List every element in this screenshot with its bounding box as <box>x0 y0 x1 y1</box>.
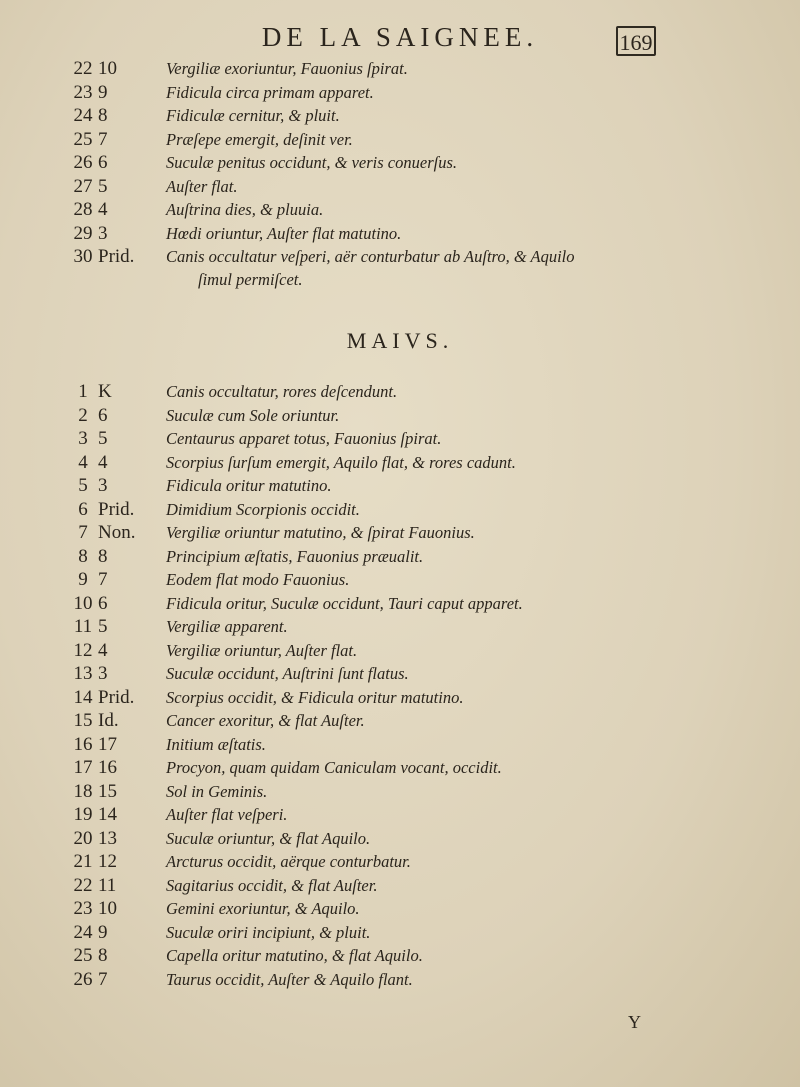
entry-text <box>166 850 740 873</box>
calendar-row <box>0 404 800 428</box>
roman-count: 14 <box>98 804 117 825</box>
entry-text <box>166 474 740 497</box>
entry-text-line: Fidicula oritur, Suculæ occidunt, Tauri caput apparet. <box>166 593 523 613</box>
roman-count: 8 <box>98 545 108 567</box>
calendar-row <box>0 521 800 545</box>
day-number: 24 <box>73 105 93 126</box>
day-number: 7 <box>78 522 88 543</box>
roman-count: Prid. <box>98 498 135 520</box>
entry-text-line: Vergiliæ oriuntur, Auſter flat. <box>166 640 358 660</box>
day-number: 26 <box>73 152 93 173</box>
calendar-row <box>0 686 800 710</box>
roman-count: 6 <box>98 152 108 173</box>
calendar-row <box>0 427 800 451</box>
entry-text <box>166 568 740 591</box>
entry-text-line: Canis occultatur veſperi, aër conturbatur ab Auſtro, & Aquilo <box>166 247 575 266</box>
entry-text-line: Procyon, quam quidam Caniculam vocant, occidit. <box>166 758 502 777</box>
entry-text <box>166 198 740 221</box>
roman-count: 5 <box>98 616 108 637</box>
calendar-row <box>0 128 800 152</box>
day-number: 25 <box>73 945 93 966</box>
entry-text-line: Vergiliæ oriuntur matutino, & ſpirat Fauonius. <box>166 523 475 542</box>
day-number: 22 <box>73 58 93 79</box>
day-number: 16 <box>73 733 93 755</box>
roman-count: 7 <box>98 569 108 590</box>
entry-text-line: Canis occultatur, rores deſcendunt. <box>166 382 398 401</box>
roman-count: 10 <box>98 58 117 79</box>
roman-count: Non. <box>98 522 136 543</box>
entry-text <box>166 780 740 803</box>
day-number: 23 <box>73 81 93 103</box>
entry-text-line: Principium æſtatis, Fauonius præualit. <box>166 546 424 566</box>
day-number: 5 <box>78 475 88 496</box>
entry-text <box>166 404 740 427</box>
day-number: 4 <box>78 451 88 473</box>
entry-text <box>166 968 740 991</box>
entry-text <box>166 521 740 544</box>
entry-text <box>166 827 740 850</box>
calendar-row <box>0 151 800 175</box>
day-number: 15 <box>73 710 93 731</box>
roman-count: 5 <box>98 428 108 449</box>
day-number: 22 <box>73 874 93 896</box>
day-number: 25 <box>73 128 93 150</box>
entry-text-line: Auſtrina dies, & pluuia. <box>166 200 324 219</box>
calendar-row <box>0 662 800 686</box>
entry-text-line: Gemini exoriuntur, & Aquilo. <box>166 899 360 918</box>
entry-text-line: Auſter flat. <box>166 176 238 196</box>
roman-count: 4 <box>98 639 108 661</box>
day-number: 2 <box>78 404 88 426</box>
calendar-row <box>0 968 800 992</box>
entry-text-line: Suculæ cum Sole oriuntur. <box>166 405 340 425</box>
calendar-row <box>0 780 800 804</box>
calendar-row <box>0 733 800 757</box>
entry-text <box>166 733 740 756</box>
entry-text-line: Dimidium Scorpionis occidit. <box>166 499 360 519</box>
roman-count: 6 <box>98 404 108 426</box>
entry-text <box>166 427 740 450</box>
calendar-row <box>0 380 800 404</box>
entry-text <box>166 921 740 944</box>
entry-text <box>166 57 740 80</box>
calendar-row <box>0 615 800 639</box>
roman-count: 10 <box>98 898 117 919</box>
calendar-row <box>0 104 800 128</box>
entry-text <box>166 944 740 967</box>
day-number: 14 <box>73 686 93 708</box>
entry-text <box>166 545 740 568</box>
calendar-row <box>0 451 800 475</box>
day-number: 10 <box>73 592 93 614</box>
roman-count: Prid. <box>98 246 135 267</box>
entry-text-line: Hœdi oriuntur, Auſter flat matutino. <box>166 223 402 243</box>
entry-text-line: Suculæ oriuntur, & flat Aquilo. <box>166 828 371 848</box>
calendar-row <box>0 545 800 569</box>
roman-count: K <box>98 381 112 402</box>
entry-text <box>166 756 740 779</box>
day-number: 28 <box>73 199 93 220</box>
day-number: 18 <box>73 780 93 802</box>
day-number: 24 <box>73 921 93 943</box>
roman-count: 4 <box>98 199 108 220</box>
entry-text <box>166 803 740 826</box>
entry-text-line: Scorpius ſurſum emergit, Aquilo flat, & rores cadunt. <box>166 452 516 472</box>
day-number: 29 <box>73 222 93 244</box>
entry-text <box>166 128 740 151</box>
entry-text-line: Eodem flat modo Fauonius. <box>166 570 350 589</box>
entry-text <box>166 151 740 174</box>
entry-text <box>166 104 740 127</box>
entry-text-line: Suculæ oriri incipiunt, & pluit. <box>166 922 371 942</box>
calendar-row <box>0 222 800 246</box>
roman-count: 4 <box>98 451 108 473</box>
day-number: 12 <box>73 639 93 661</box>
day-number: 9 <box>78 569 88 590</box>
calendar-row <box>0 944 800 968</box>
calendar-row <box>0 756 800 780</box>
entry-text-line: Præſepe emergit, deſinit ver. <box>166 129 353 149</box>
entry-text-line: Fidicula circa primam apparet. <box>166 82 374 102</box>
entry-text <box>166 662 740 685</box>
entry-text-line: Taurus occidit, Auſter & Aquilo flant. <box>166 969 413 989</box>
roman-count: Id. <box>98 710 119 731</box>
calendar-row <box>0 568 800 592</box>
section-title: MAIVS. <box>346 328 454 353</box>
entry-text <box>166 709 740 732</box>
entry-text <box>166 245 740 291</box>
entry-text-line: Initium æſtatis. <box>166 734 266 754</box>
calendar-row <box>0 498 800 522</box>
roman-count: 7 <box>98 128 108 150</box>
day-number: 27 <box>73 175 93 197</box>
calendar-row <box>0 850 800 874</box>
day-number: 26 <box>73 968 93 990</box>
running-head: DE LA SAIGNEE. <box>261 22 539 52</box>
day-number: 11 <box>73 616 93 637</box>
calendar-row <box>0 57 800 81</box>
roman-count: 8 <box>98 945 108 966</box>
roman-count: Prid. <box>98 686 135 708</box>
entry-text <box>166 222 740 245</box>
roman-count: 9 <box>98 921 108 943</box>
calendar-row <box>0 897 800 921</box>
roman-count: 11 <box>98 874 117 896</box>
entry-text <box>166 592 740 615</box>
roman-count: 17 <box>98 733 117 755</box>
entry-text <box>166 639 740 662</box>
entry-text-line: Cancer exoritur, & flat Auſter. <box>166 711 365 730</box>
entry-text-line: Fidiculæ cernitur, & pluit. <box>166 106 340 125</box>
roman-count: 8 <box>98 105 108 126</box>
april-calendar <box>0 57 800 291</box>
day-number: 21 <box>73 851 93 872</box>
day-number: 23 <box>73 898 93 919</box>
entry-text <box>166 380 740 403</box>
entry-text <box>166 451 740 474</box>
day-number: 19 <box>73 804 93 825</box>
entry-text <box>166 498 740 521</box>
may-calendar <box>0 380 800 991</box>
entry-text <box>166 175 740 198</box>
entry-text-line: Vergiliæ exoriuntur, Fauonius ſpirat. <box>166 59 408 78</box>
roman-count: 3 <box>98 475 108 496</box>
entry-text-line: Vergiliæ apparent. <box>166 617 288 636</box>
entry-text-line: Suculæ penitus occidunt, & veris conuerſus. <box>166 153 457 172</box>
roman-count: 12 <box>98 851 117 872</box>
calendar-row <box>0 474 800 498</box>
entry-text <box>166 81 740 104</box>
roman-count: 6 <box>98 592 108 614</box>
day-number: 20 <box>73 827 93 849</box>
entry-text-line: Capella oritur matutino, & flat Aquilo. <box>166 946 423 965</box>
calendar-row <box>0 639 800 663</box>
roman-count: 3 <box>98 663 108 684</box>
entry-text-line: Suculæ occidunt, Auſtrini ſunt flatus. <box>166 664 409 683</box>
entry-text-line: Auſter flat veſperi. <box>166 805 288 824</box>
roman-count: 7 <box>98 968 108 990</box>
calendar-row <box>0 175 800 199</box>
day-number: 17 <box>73 757 93 778</box>
day-number: 30 <box>73 246 93 267</box>
entry-text <box>166 897 740 920</box>
calendar-row <box>0 921 800 945</box>
entry-text <box>166 615 740 638</box>
entry-text <box>166 686 740 709</box>
entry-text-line: Scorpius occidit, & Fidicula oritur matutino. <box>166 687 464 707</box>
roman-count: 9 <box>98 81 108 103</box>
roman-count: 15 <box>98 780 117 802</box>
roman-count: 16 <box>98 757 117 778</box>
calendar-row <box>0 592 800 616</box>
calendar-row <box>0 245 800 291</box>
roman-count: 3 <box>98 222 108 244</box>
roman-count: 5 <box>98 175 108 197</box>
day-number: 13 <box>73 663 93 684</box>
roman-count: 13 <box>98 827 117 849</box>
calendar-row <box>0 827 800 851</box>
day-number: 8 <box>78 545 88 567</box>
calendar-row <box>0 874 800 898</box>
entry-text-line: Arcturus occidit, aërque conturbatur. <box>166 852 411 871</box>
day-number: 3 <box>78 428 88 449</box>
calendar-row <box>0 709 800 733</box>
entry-text-line: Fidicula oritur matutino. <box>166 476 332 495</box>
calendar-row <box>0 81 800 105</box>
entry-text-line: Sagitarius occidit, & flat Auſter. <box>166 875 378 895</box>
calendar-row <box>0 198 800 222</box>
day-number: 1 <box>78 381 88 402</box>
signature-mark: Y <box>628 1012 641 1032</box>
entry-text <box>166 874 740 897</box>
entry-text-continuation: ſimul permiſcet. <box>198 270 303 289</box>
calendar-row <box>0 803 800 827</box>
entry-text-line: Centaurus apparet totus, Fauonius ſpirat. <box>166 429 442 448</box>
entry-text-line: Sol in Geminis. <box>166 781 268 801</box>
page-number: 169 <box>616 26 656 56</box>
day-number: 6 <box>78 498 88 520</box>
